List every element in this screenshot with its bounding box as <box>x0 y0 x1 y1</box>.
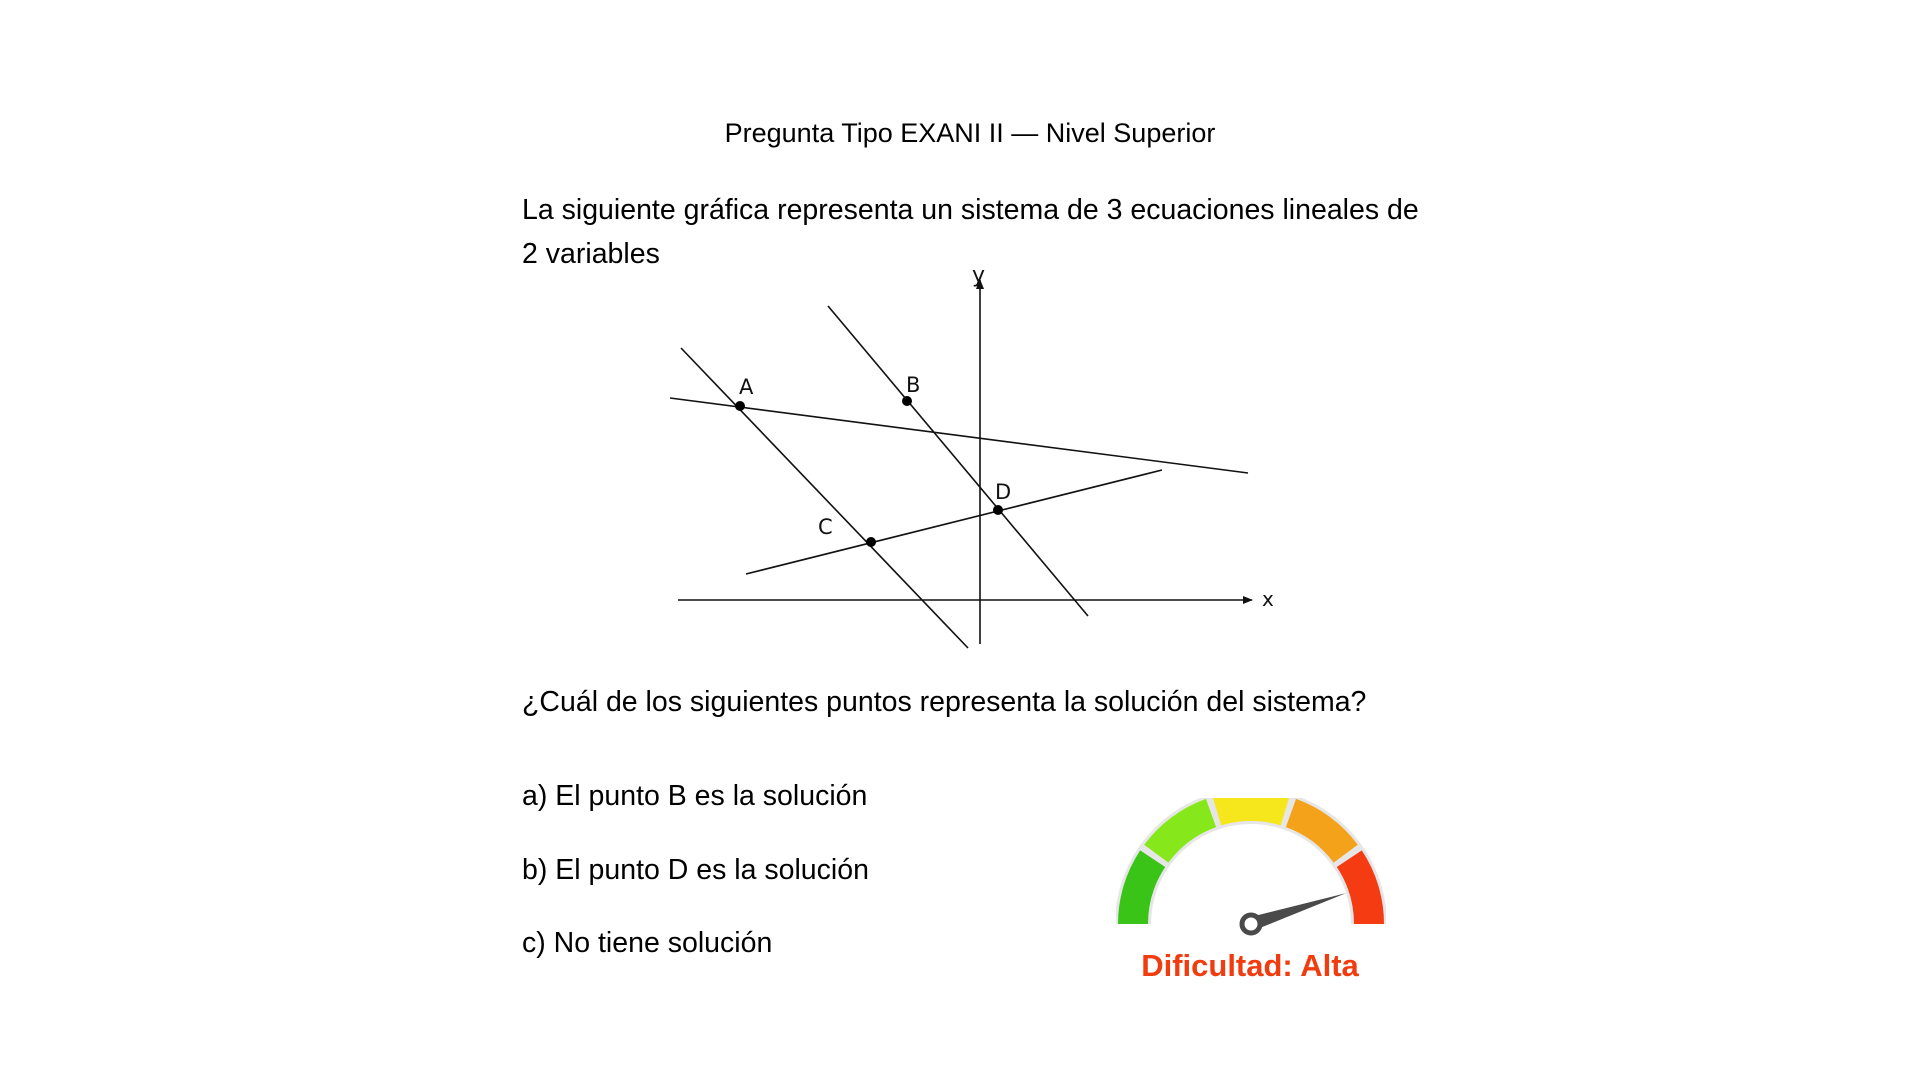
page-title: Pregunta Tipo EXANI II — Nivel Superior <box>724 118 1216 148</box>
y-axis-label: y <box>972 268 986 288</box>
question-text: ¿Cuál de los siguientes puntos representa la solución del sistema? <box>522 686 1367 718</box>
line-4 <box>746 470 1162 574</box>
difficulty-label: Dificultad: Alta <box>1141 948 1359 983</box>
gauge-needle <box>1249 893 1346 931</box>
point-d-label: D <box>995 480 1012 504</box>
gauge-segment-3 <box>1217 806 1285 811</box>
point-a <box>735 401 745 411</box>
point-b-label: B <box>906 373 921 397</box>
point-c-label: C <box>818 515 833 539</box>
lines-graph <box>650 268 1296 652</box>
point-c <box>866 537 876 547</box>
gauge-hub <box>1242 915 1260 933</box>
option-c[interactable]: c) No tiene solución <box>522 927 773 959</box>
point-d <box>993 505 1003 515</box>
point-b <box>902 396 912 406</box>
option-b[interactable]: b) El punto D es la solución <box>522 854 869 886</box>
point-a-label: A <box>739 375 754 399</box>
intro-text: La siguiente gráfica representa un sistema de 3 ecuaciones lineales de 2 variables <box>522 194 1419 270</box>
lines-graph-svg <box>650 268 1296 652</box>
option-a[interactable]: a) El punto B es la solución <box>522 780 868 812</box>
line-2 <box>681 348 968 648</box>
line-3 <box>828 306 1088 616</box>
x-axis-label: x <box>1262 587 1274 611</box>
